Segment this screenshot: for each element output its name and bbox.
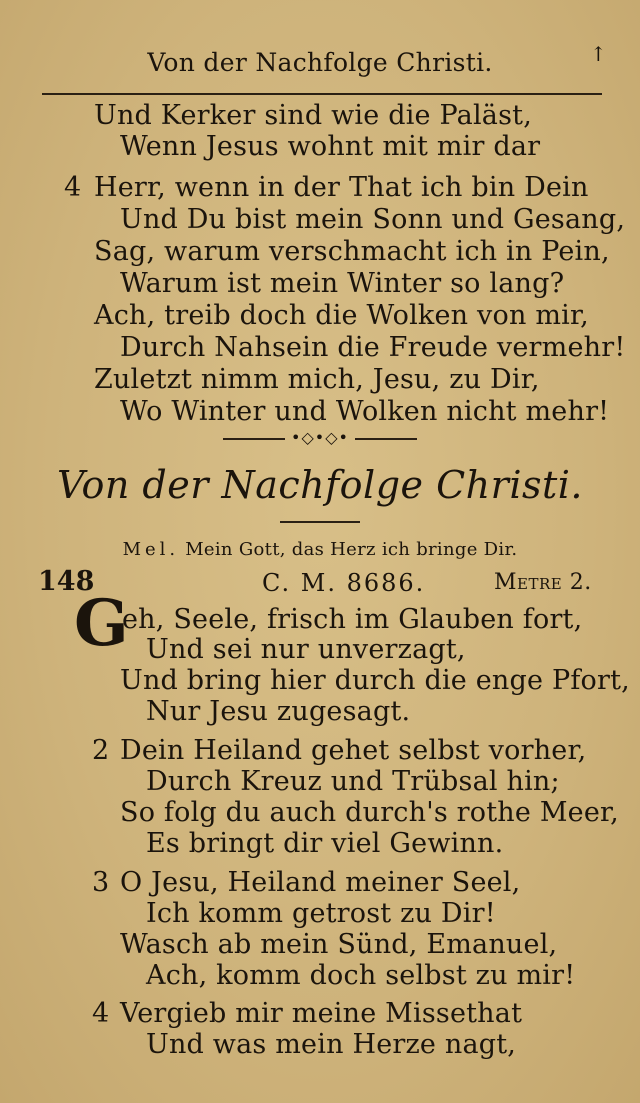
verse-line: Durch Kreuz und Trübsal hin;	[146, 766, 560, 797]
melody-line	[0, 539, 640, 560]
verse-line: Wasch ab mein Sünd, Emanuel,	[120, 929, 558, 960]
verse-number: 4	[64, 172, 82, 203]
verse-line: Und bring hier durch die enge Pfort,	[120, 665, 630, 696]
verse-line: Dein Heiland gehet selbst vorher,	[120, 735, 587, 766]
verse-number: 2	[92, 735, 110, 766]
header-rule	[42, 93, 602, 95]
verse-line: Ich komm getrost zu Dir!	[146, 898, 496, 929]
melody-label: Mel.	[122, 539, 180, 560]
verse-line: Zuletzt nimm mich, Jesu, zu Dir,	[94, 364, 540, 395]
verse-line: Durch Nahsein die Freude vermehr!	[120, 332, 626, 363]
verse-number: 3	[92, 867, 110, 898]
verse-line: So folg du auch durch's rothe Meer,	[120, 797, 619, 828]
verse-line: Wo Winter und Wolken nicht mehr!	[120, 396, 610, 427]
verse-line: Herr, wenn in der That ich bin Dein	[94, 172, 589, 203]
verse-line: eh, Seele, frisch im Glauben fort,	[122, 604, 583, 635]
verse-line: Warum ist mein Winter so lang?	[120, 268, 565, 299]
verse-line: Und Du bist mein Sonn und Gesang,	[120, 204, 626, 235]
verse-line: Und sei nur unverzagt,	[146, 634, 466, 665]
page-mark: ↑	[590, 42, 607, 66]
ornament-glyphs: •◇•◇•	[291, 428, 349, 447]
ornament-divider	[0, 428, 640, 447]
verse-line: Und was mein Herze nagt,	[146, 1029, 517, 1060]
continuation-line: Und Kerker sind wie die Paläst,	[94, 100, 532, 131]
verse-line: Vergieb mir meine Missethat	[120, 998, 523, 1029]
ornament-bar	[355, 438, 417, 440]
hymn-number: 148	[38, 566, 95, 597]
metre-label: Metre 2.	[494, 570, 592, 595]
verse-line: Nur Jesu zugesagt.	[146, 696, 411, 727]
verse-line: Ach, komm doch selbst zu mir!	[146, 960, 576, 991]
continuation-line: Wenn Jesus wohnt mit mir dar	[120, 131, 541, 162]
verse-line: Ach, treib doch die Wolken von mir,	[94, 300, 589, 331]
melody-tune: Mein Gott, das Herz ich bringe Dir.	[185, 539, 518, 560]
meter-code: C. M. 8686.	[262, 569, 426, 597]
verse-line: Es bringt dir viel Gewinn.	[146, 828, 504, 859]
verse-number: 4	[92, 998, 110, 1029]
section-title: Von der Nachfolge Christi.	[57, 463, 583, 507]
ornament-bar	[223, 438, 285, 440]
drop-initial: G	[74, 586, 129, 661]
title-rule	[280, 521, 360, 523]
verse-line: Sag, warum verschmacht ich in Pein,	[94, 236, 610, 267]
verse-line: O Jesu, Heiland meiner Seel,	[120, 867, 521, 898]
running-head: Von der Nachfolge Christi.	[147, 48, 493, 77]
